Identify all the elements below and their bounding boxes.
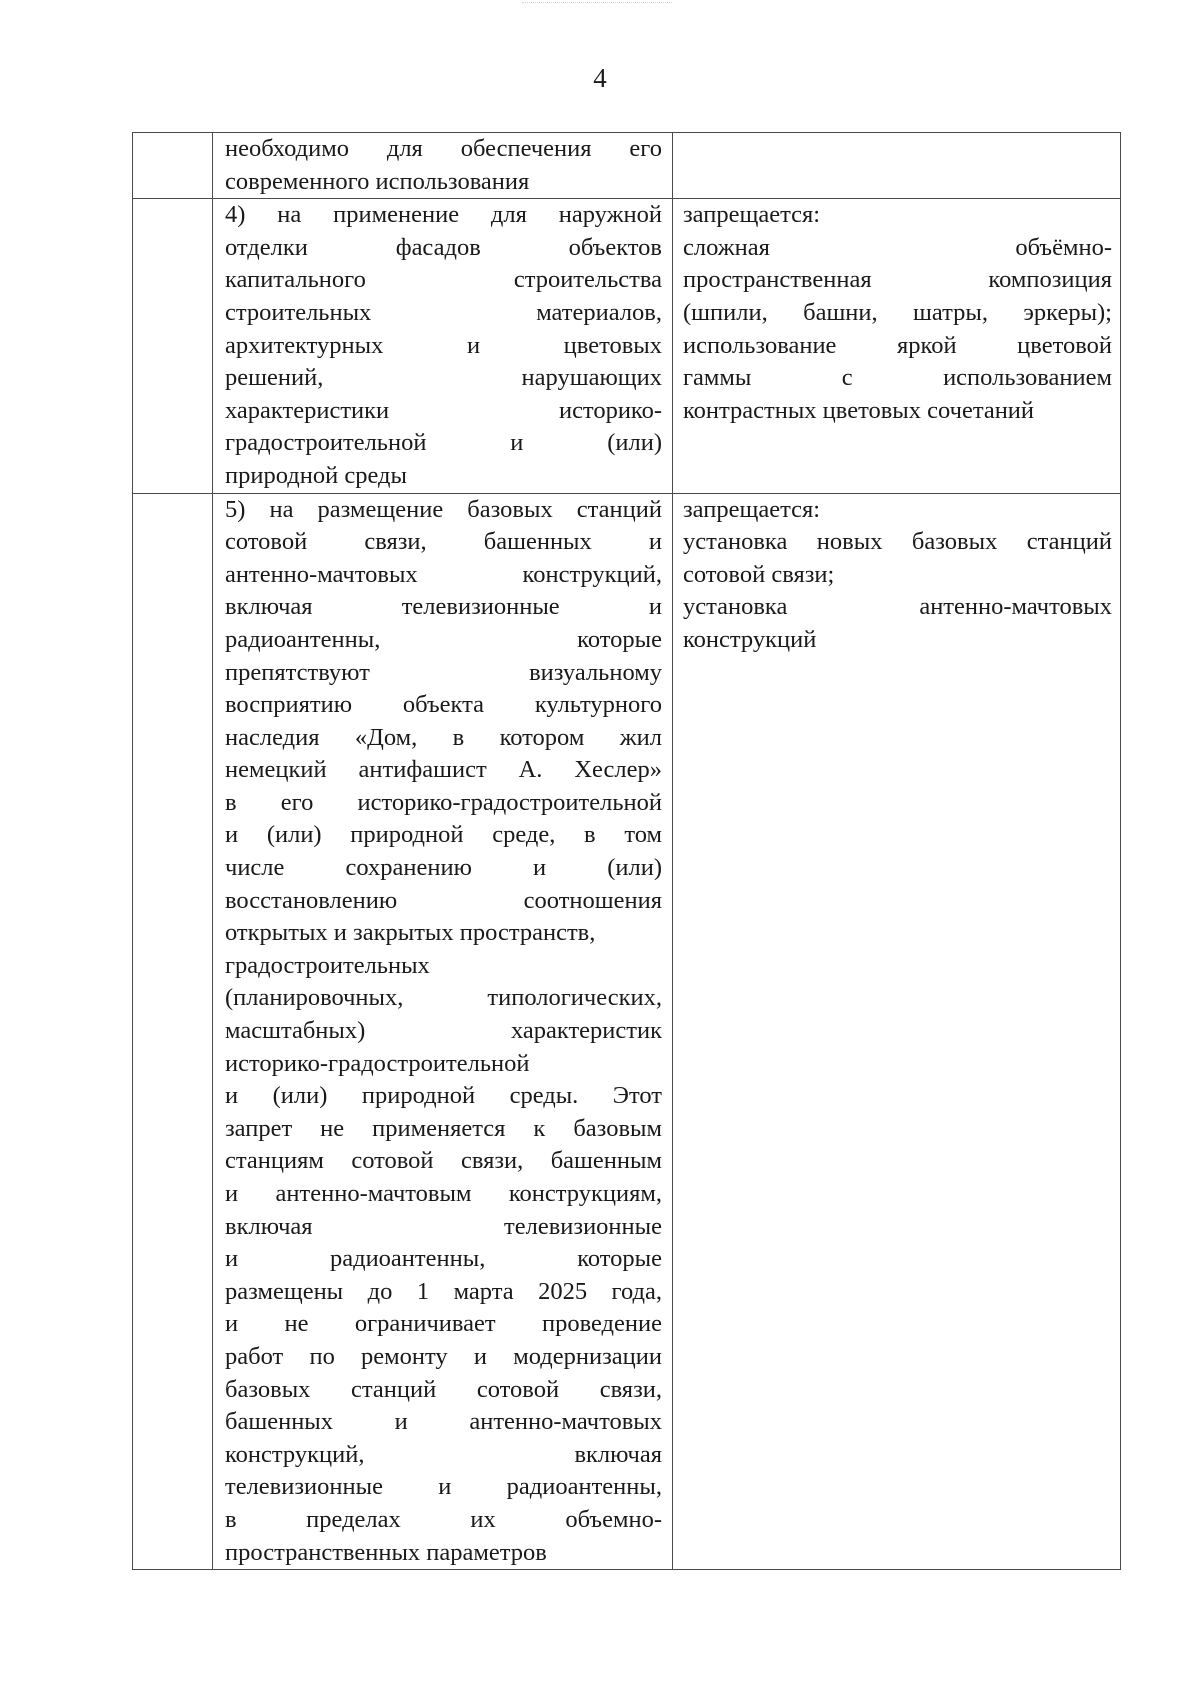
text-line: препятствуют визуальному <box>225 658 662 686</box>
text-line: включая телевизионные <box>225 1212 662 1240</box>
text-line: конструкций <box>683 625 817 653</box>
text-line: природной среды <box>225 461 407 489</box>
text-line: строительных материалов, <box>225 298 662 326</box>
text-line: современного использования <box>225 167 530 195</box>
text-line: размещены до 1 марта 2025 года, <box>225 1277 662 1305</box>
text-line: башенных и антенно-мачтовых <box>225 1408 662 1436</box>
text-line: сотовой связи, башенных и <box>225 528 662 556</box>
text-line: наследия «Дом, в котором жил <box>225 723 662 751</box>
text-line: использование яркой цветовой <box>683 331 1112 359</box>
text-line: градостроительной и (или) <box>225 429 662 457</box>
text-line: масштабных) характеристик <box>225 1017 662 1045</box>
scan-artifact <box>522 2 672 11</box>
text-line: запрещается: <box>683 495 821 523</box>
table-row <box>133 199 1121 493</box>
text-line: открытых и закрытых пространств, <box>225 919 596 947</box>
regulations-table <box>132 132 1121 1570</box>
text-line: антенно-мачтовых конструкций, <box>225 560 662 588</box>
text-line: историко-градостроительной <box>225 1049 530 1077</box>
text-line: числе сохранению и (или) <box>225 854 662 882</box>
text-line: отделки фасадов объектов <box>225 233 662 261</box>
text-line: 4) на применение для наружной <box>225 201 662 229</box>
table-cell-subject <box>213 133 673 199</box>
text-line: пространственных параметров <box>225 1538 547 1566</box>
text-line: и (или) природной среды. Этот <box>225 1082 662 1110</box>
text-line: в его историко-градостроительной <box>225 788 662 816</box>
table-cell-requirement <box>673 199 1121 493</box>
table-cell-requirement <box>673 493 1121 1570</box>
table-body <box>133 133 1121 1570</box>
text-line: конструкций, включая <box>225 1440 662 1468</box>
text-line: 5) на размещение базовых станций <box>225 495 662 523</box>
text-line: установка антенно-мачтовых <box>683 593 1112 621</box>
text-line: гаммы с использованием <box>683 364 1112 392</box>
text-line: сложная объёмно- <box>683 233 1112 261</box>
text-line: капитального строительства <box>225 266 662 294</box>
text-line: характеристики историко- <box>225 396 662 424</box>
text-line: контрастных цветовых сочетаний <box>683 396 1035 424</box>
table-cell-number <box>133 493 213 1570</box>
table-cell-number <box>133 133 213 199</box>
text-line: (шпили, башни, шатры, эркеры); <box>683 298 1112 326</box>
text-line: (планировочных, типологических, <box>225 984 662 1012</box>
text-line: радиоантенны, которые <box>225 625 662 653</box>
text-line: немецкий антифашист А. Хеслер» <box>225 756 662 784</box>
text-line: пространственная композиция <box>683 266 1112 294</box>
table-row <box>133 493 1121 1570</box>
text-line: установка новых базовых станций <box>683 528 1112 556</box>
table-cell-requirement <box>673 133 1121 199</box>
text-line: восприятию объекта культурного <box>225 691 662 719</box>
text-line: восстановлению соотношения <box>225 886 662 914</box>
text-line: включая телевизионные и <box>225 593 662 621</box>
text-line: и не ограничивает проведение <box>225 1310 662 1338</box>
text-line: сотовой связи; <box>683 560 835 588</box>
text-line: необходимо для обеспечения его <box>225 135 662 162</box>
text-line: работ по ремонту и модернизации <box>225 1342 662 1370</box>
text-line: и (или) природной среде, в том <box>225 821 662 849</box>
text-line: и радиоантенны, которые <box>225 1245 662 1273</box>
text-line: решений, нарушающих <box>225 364 662 392</box>
text-line: станциям сотовой связи, башенным <box>225 1147 662 1175</box>
text-line: градостроительных <box>225 951 430 979</box>
text-line: базовых станций сотовой связи, <box>225 1375 662 1403</box>
text-line: запрет не применяется к базовым <box>225 1114 662 1142</box>
text-line: архитектурных и цветовых <box>225 331 662 359</box>
table-row <box>133 133 1121 199</box>
table-cell-subject <box>213 199 673 493</box>
table-cell-subject <box>213 493 673 1570</box>
text-line: телевизионные и радиоантенны, <box>225 1473 662 1501</box>
text-line: и антенно-мачтовым конструкциям, <box>225 1180 662 1207</box>
text-line: в пределах их объемно- <box>225 1505 662 1533</box>
page-number: 4 <box>593 63 607 93</box>
table-cell-number <box>133 199 213 493</box>
text-line: запрещается: <box>683 201 821 229</box>
